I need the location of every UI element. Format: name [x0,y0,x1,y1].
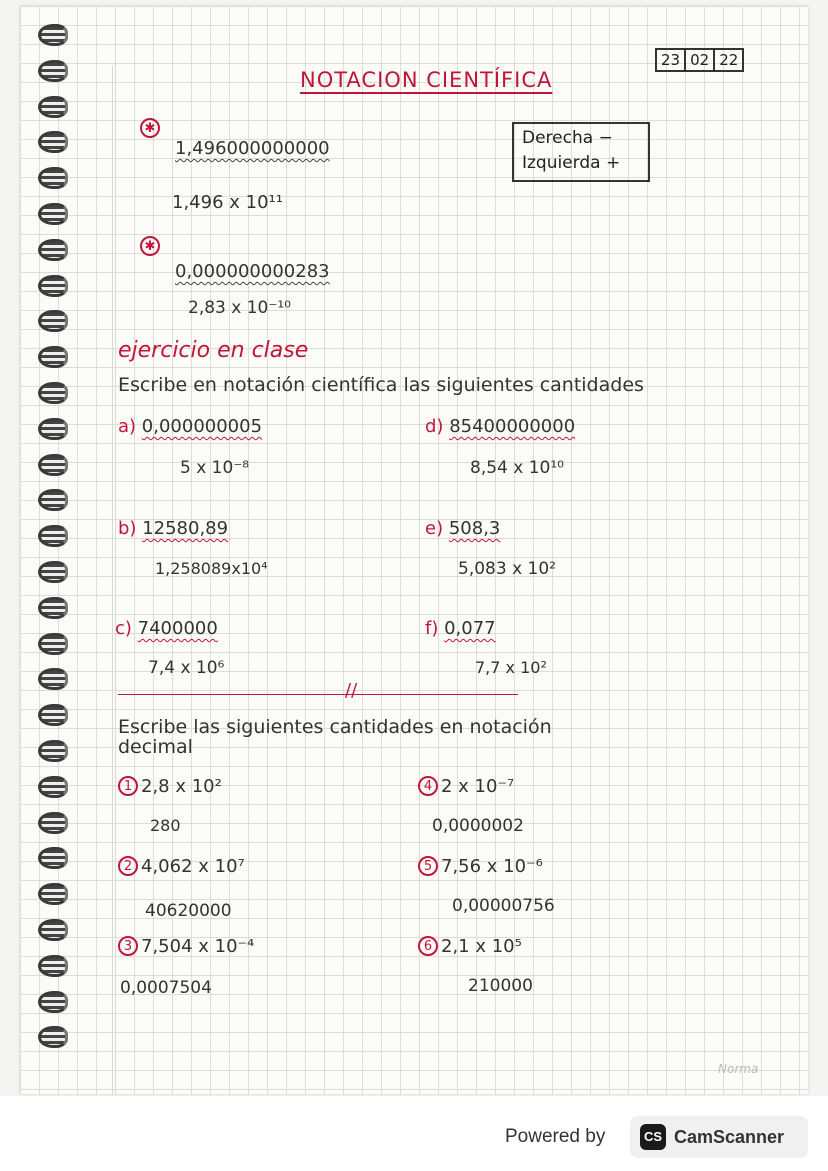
spiral-ring [38,203,68,225]
item-label: c) [115,618,132,639]
item-expression: 2 x 10⁻⁷ [441,776,515,797]
decimal-instruction-cont: decimal [118,736,193,758]
exercise-result-c: 7,4 x 10⁶ [148,658,225,678]
spiral-ring [38,597,68,619]
camscanner-logo-icon: CS [640,1124,666,1150]
exercise-result-f: 7,7 x 10² [475,658,547,677]
spiral-ring [38,489,68,511]
item-number-circle: 2 [118,856,138,876]
star-bullet-icon: ✱ [140,236,160,256]
decimal-result-4: 0,0000002 [432,816,524,836]
spiral-ring [38,239,68,261]
exercise-result-a: 5 x 10⁻⁸ [180,458,250,478]
exercise-result-b: 1,258089x10⁴ [155,559,268,578]
item-number: 0,077 [444,618,496,639]
exercise-item-d [425,416,575,437]
spiral-ring [38,991,68,1013]
spiral-ring [38,131,68,153]
section-divider [118,694,518,695]
spiral-ring [38,883,68,905]
exercise-instruction: Escribe en notación científica las siguientes cantidades [118,374,644,396]
section-heading: ejercicio en clase [118,338,309,363]
rule-line-left: Izquierda + [522,153,621,173]
item-number: 12580,89 [142,518,229,539]
decimal-result-3: 0,0007504 [120,978,212,998]
rule-line-right: Derecha − [522,128,613,148]
date-box [655,48,744,72]
item-expression: 7,504 x 10⁻⁴ [141,936,255,957]
camscanner-badge[interactable] [630,1116,808,1158]
decimal-item-5 [418,856,543,877]
example-2-number: 0,000000000283 [175,261,330,282]
spiral-ring [38,96,68,118]
exercise-result-d: 8,54 x 10¹⁰ [470,458,564,478]
margin-line [112,66,113,1094]
decimal-item-3 [118,936,254,957]
star-bullet-icon: ✱ [140,118,160,138]
spiral-ring [38,740,68,762]
spiral-ring [38,382,68,404]
item-number-circle: 4 [418,776,438,796]
spiral-ring [38,167,68,189]
decimal-result-1: 280 [150,816,181,835]
spiral-ring [38,454,68,476]
item-number: 7400000 [137,618,218,639]
spiral-ring [38,633,68,655]
exercise-item-f [425,618,496,639]
spiral-ring [38,310,68,332]
item-number: 0,000000005 [141,416,263,437]
item-label: d) [425,416,444,437]
spiral-ring [38,704,68,726]
spiral-ring [38,1026,68,1048]
spiral-ring [38,919,68,941]
notebook-page [20,6,808,1094]
powered-by-text: Powered by [505,1126,606,1147]
spiral-ring [38,668,68,690]
date-year: 22 [719,51,739,69]
date-month: 02 [686,50,715,70]
rule-box [512,122,650,182]
decimal-item-1 [118,776,222,797]
spiral-ring [38,275,68,297]
exercise-item-c [115,618,218,639]
exercise-item-e [425,518,500,539]
example-1-number: 1,496000000000 [175,138,330,159]
paper-brand-mark: Norma [718,1062,759,1076]
spiral-ring [38,847,68,869]
item-label: f) [425,618,439,639]
spiral-ring [38,561,68,583]
spiral-ring [38,955,68,977]
item-label: e) [425,518,444,539]
decimal-item-4 [418,776,514,797]
exercise-item-b [118,518,228,539]
spiral-ring [38,346,68,368]
item-expression: 7,56 x 10⁻⁶ [441,856,543,877]
date-day: 23 [657,50,686,70]
item-label: b) [118,518,137,539]
example-1-result: 1,496 x 10¹¹ [172,192,283,213]
item-label: a) [118,416,137,437]
item-number-circle: 3 [118,936,138,956]
item-number: 508,3 [448,518,501,539]
item-number: 85400000000 [449,416,576,437]
camscanner-brand: CamScanner [674,1126,785,1147]
item-number-circle: 5 [418,856,438,876]
exercise-result-e: 5,083 x 10² [458,559,556,579]
spiral-ring [38,525,68,547]
item-number-circle: 1 [118,776,138,796]
decimal-result-5: 0,00000756 [452,896,555,916]
item-expression: 2,1 x 10⁵ [441,936,522,957]
decimal-instruction: Escribe las siguientes cantidades en notación [118,716,552,738]
divider-mark: // [345,680,358,701]
item-expression: 4,062 x 10⁷ [141,856,245,877]
item-number-circle: 6 [418,936,438,956]
example-2-result: 2,83 x 10⁻¹⁰ [188,298,291,318]
page-title: NOTACION CIENTÍFICA [300,68,553,92]
spiral-ring [38,418,68,440]
spiral-ring [38,776,68,798]
spiral-binding [38,24,72,1064]
decimal-result-2: 40620000 [145,901,232,921]
spiral-ring [38,60,68,82]
decimal-item-2 [118,856,245,877]
decimal-item-6 [418,936,522,957]
decimal-result-6: 210000 [468,976,533,996]
spiral-ring [38,24,68,46]
spiral-ring [38,812,68,834]
item-expression: 2,8 x 10² [141,776,222,797]
exercise-item-a [118,416,262,437]
